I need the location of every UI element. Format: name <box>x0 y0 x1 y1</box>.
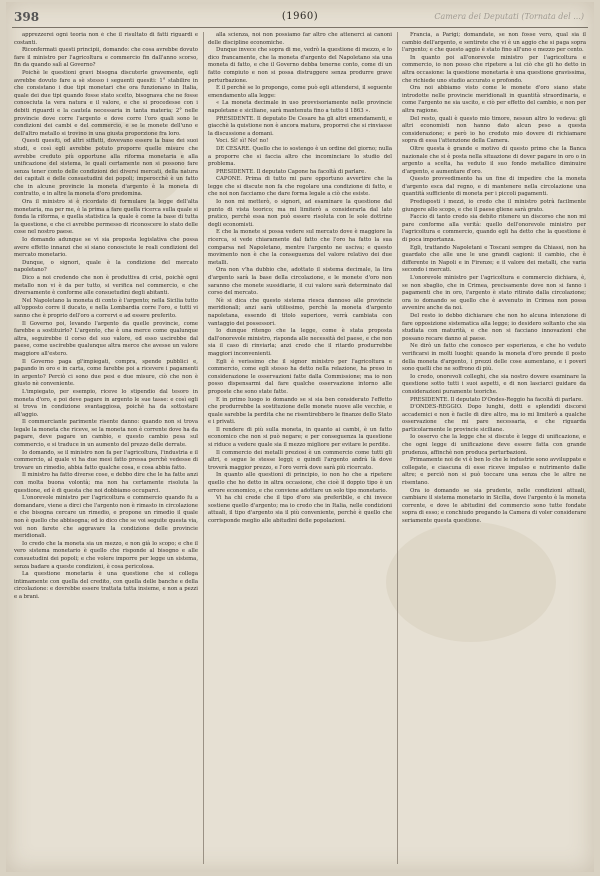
running-title: Camera dei Deputati (Tornata del ...) <box>434 12 584 21</box>
paragraph: apprezzerei ogni teoria non è che il risultato di fatti riguardi e costanti. <box>14 32 198 46</box>
column-3 <box>402 32 586 864</box>
paragraph: Faccio di tanto credo sia debito ritenere un discorso che non mi pare conforme alla verità: quello dell'onorevole ministro per l'agricoltura e commercio, quando egli ha detto che la questione è di poca importanza. <box>402 214 586 244</box>
text-columns <box>14 32 586 864</box>
paragraph: Il ministro ha fatto diverse cose, e debbo dire che le ha fatte anzi con molta buona volontà; ma non ha certamente risoluta la questione, ed è di questa che noi dobbiamo occuparci. <box>14 472 198 494</box>
paragraph: Primamente noi de vi è ben lo che le industrie sono avviluppate e collegate, e ciascuna di esse riceve impulso e nutrimento dalle altre; e perciò non si può toccare una senza che le altre ne risentano. <box>402 457 586 487</box>
paragraph: DE CESARE. Quello che io sostengo è un ordine del giorno; nulla a proporre che si faccia altro che incominciare lo studio del problema. <box>208 145 392 168</box>
paragraph: D'ONDES-REGGIO. Dopo lunghi, dotti e splendidi discorsi accademici e non è facile di dire altro, ma io mi limiterò a qualche osservazione che mi pare necessaria, e che riguarda particolarmente le provincie siciliane. <box>402 404 586 433</box>
paragraph: Dunque, o signori, quale è la condizione del mercato napoletano? <box>14 259 198 274</box>
paragraph: Questo provvedimento ha un fine di impedire che la moneta d'argento esca dal regno, e di mantenere nella circolazione una quantità sufficiente di moneta per i piccoli pagamenti. <box>402 176 586 198</box>
paragraph: Nel Napoletano la moneta di conto è l'argento; nella Sicilia tutto all'opposto corre il ducato, e nella Lombardia corre l'oro, e tutti vi sanno che è proprio dell'oro a corrervi e ad essere preferito. <box>14 297 198 319</box>
paragraph: Questi quesiti, od altri siffatti, dovevano essere la base dei suoi studi, e così egli avrebbe potuto proporre quelle misure che avrebbe creduto più opportune alla riforma monetaria e alla unificazione del sistema, le quali certamente non si possono fare senza tener conto delle condizioni dei diversi mercati, della natura dei capitali e delle consuetudini dei popoli; imperocchè è un fatto che in alcune provincie la moneta d'argento è la moneta di contratto, e in altre la moneta d'oro predomina. <box>14 138 198 198</box>
paragraph: L'impiegato, per esempio, riceve lo stipendio dal tesoro in moneta d'oro, e poi deve pagare in argento le sue tasse: e così egli si trova in condizione svantaggiosa, poichè ha da sottostare all'aggio. <box>14 388 198 418</box>
paragraph: Dunque invece che sopra di me, vedrò la questione di mezzo, e lo dico francamente, che la moneta d'argento del Napoletano sia una moneta di fatto, e che il Governo debba tenerne conto, come di un fatto compiuto e non si possa distruggere senza produrre grave perturbazione. <box>208 47 392 84</box>
paragraph: E il perchè se lo propongo, come può egli attendersi, il seguente emendamento alla legge: <box>208 85 392 99</box>
paragraph: Il rendere di più sulla moneta, in quanto ai cambi, è un fatto economico che non si può negare; e per conseguenza la questione si riduce a vedere quale sia il mezzo migliore per evitare le perdite. <box>208 426 392 449</box>
paragraph: Riconfermati questi principii, domando: che cosa avrebbe dovuto fare il ministro per l'agricoltura e commercio fin dall'anno scorso, fin da quando salì al Governo? <box>14 47 198 69</box>
paragraph: Io credo che la moneta sia un mezzo, e non già lo scopo; e che il vero sistema monetario è quello che risponde al bisogno e alle consuetudini dei popoli; e che volere imporre per legge un sistema, senza badare a queste condizioni, è cosa pericolosa. <box>14 540 198 570</box>
paragraph: Ora il ministro si è ricordato di formulare la legge dell'alta monetaria, ma per me, è la prima a fare quella ricerca sulla quale si fonda la riforma, e quella statistica la quale è come la base di tutta la questione, e che ci avrebbe permesso di riconoscere lo stato delle cose nel nostro paese. <box>14 199 198 236</box>
paragraph: La questione monetaria è una questione che si collega intimamente con quella del credito, con quella delle banche e della circolazione: e dovrebbe essere trattata tutta insieme, e non a pezzi e a brani. <box>14 571 198 600</box>
paragraph: Dico a noi credendo che non è produttiva di crisi, poichè ogni metallo non vi è da per tutto, si verifica nel commercio, e che diversamente è conforme alle consuetudini degli abitanti. <box>14 275 198 297</box>
paragraph: Io credo, onorevoli colleghi, che sia nostro dovere esaminare la questione sotto tutti i suoi aspetti, e di non lasciarci guidare da considerazioni puramente teoriche. <box>402 373 586 395</box>
paragraph: alla scienza, noi non possiamo far altro che attenerci ai canoni delle discipline economiche. <box>208 32 392 46</box>
column-divider <box>203 32 204 864</box>
paragraph: L'onorevole ministro per l'agricoltura e commercio dichiara, è, se non sbaglio, che in Crimea, precisamente dove non si fanno i pagamenti che in oro, l'argento è stato ritirato dalla circolazione; ora io domando se quello che è avvenuto in Crimea non possa avvenire anche da noi. <box>402 275 586 312</box>
paragraph: Il commerciante parimente risente danno: quando non si trova legale la moneta che riceve, se la moneta non è corrente dove ha da pagare, deve pagare un cambio, e questo cambio pesa sul commercio, e si traduce in un aumento del prezzo delle derrate. <box>14 419 198 449</box>
paragraph: Ne dirò un fatto che conosco per esperienza, e che ho veduto verificarsi in molti luoghi: quando la moneta d'oro prende il posto della moneta d'argento, i prezzi delle cose aumentano, e i poveri sono quelli che ne soffrono di più. <box>402 343 586 373</box>
paragraph: PRESIDENTE. Il deputato De Cesare ha gli altri emendamenti, e giacchè la quistione non è ancora matura, proporrei che si rinviasse la discussione a domani. <box>208 115 392 137</box>
paragraph: L'onorevole ministro per l'agricoltura e commercio quando fu a domandare, viene a dirci che l'argento non è rimasto in circolazione e che bisogna cercare un rimedio, e propone un rimedio il quale non è quello che abbisogna; ed io dico che se voi seguite questa via, voi non farete che aggravare la condizione delle provincie meridionali. <box>14 495 198 540</box>
paragraph: « La moneta decimale in uso provvisoriamente nelle provincie napoletane e siciliane, sarà mantenuta fino a tutto il 1863 ». <box>208 100 392 114</box>
paragraph: E in primo luogo io domando se si sia ben considerato l'effetto che produrrebbe la sostituzione delle monete nuove alle vecchie, e quale sarebbe la perdita che ne risentirebbero le finanze dello Stato e i privati. <box>208 396 392 426</box>
page-number-center: (1960) <box>281 11 319 22</box>
paragraph: Egli, trattando Napoletani e Toscani sempre da Chiassi, non ha guardato che alle une le une grandi cagioni: il cambio, che è differente in Napoli e in Firenze; e il valore dei metalli, che varia secondo i mercati. <box>402 244 586 274</box>
paragraph: Del resto io debbo dichiarare che non ho alcuna intenzione di fare opposizione sistematica alla legge; io desidero soltanto che sia studiata con maturità, e che non si facciano innovazioni che possano recare danno al paese. <box>402 312 586 342</box>
paragraph: Ora io domando se sia prudente, nelle condizioni attuali, cambiare il sistema monetario in Sicilia, dove l'argento è la moneta corrente, e dove le abitudini del commercio sono tutte fondate sopra di esso; e conchiudo pregando la Camera di voler considerare seriamente questa questione. <box>402 487 586 524</box>
paragraph: Il Governo paga gl'impiegati, compra, spende pubblici e, pagando in oro e in carta, come farebbe poi a ricevere i pagamenti in argento? Perciò ci sono due pesi e due misure, ciò che non è giusto nè conveniente. <box>14 358 198 388</box>
newspaper-page <box>6 2 594 872</box>
paragraph: Il Governo poi, levando l'argento da quelle provincie, come farebbe a sostituirlo? L'argento, che è una merce come qualunque altra, seguirebbe il corso del suo valore, ed esso uscirebbe dal paese, come uscirebbe qualunque altra merce che avesse un valore maggiore all'estero. <box>14 320 198 357</box>
paragraph: Nè si dica che questo sistema riesca dannoso alle provincie meridionali; anzi sarà utilissimo, perchè la moneta d'argento napoletana, essendo di titolo superiore, verrà cambiata con vantaggio dei possessori. <box>208 297 392 327</box>
paragraph: Predisposti i mezzi, io credo che il ministro potrà facilmente giungere allo scopo, e che il paese gliene sarà grato. <box>402 199 586 213</box>
paragraph: CAPONE. Prima di tutto mi pare opportuno avvertire che la legge che si discute non fa che regolare una condizione di fatto, e che noi non facciamo che dare forma legale a ciò che esiste. <box>208 176 392 198</box>
column-1 <box>14 32 198 864</box>
paragraph: In quanto alle questioni di principio, io non ho che a ripetere quello che ho detto in altra occasione, che cioè il doppio tipo è un errore economico, e che conviene adottare un solo tipo monetario. <box>208 472 392 494</box>
paragraph: Io dunque ritengo che la legge, come è stata proposta dall'onorevole ministro, risponda alle necessità del paese, e che non sia il caso di rinviarla; anzi credo che il ritardo produrrebbe maggiori inconvenienti. <box>208 328 392 357</box>
column-divider <box>397 32 398 864</box>
page-number-left: 398 <box>14 10 40 24</box>
column-2 <box>208 32 392 864</box>
paragraph: PRESIDENTE. Il deputato Capone ha facoltà di parlare. <box>216 168 367 175</box>
paragraph: Ora non v'ha dubbio che, adottato il sistema decimale, la lira d'argento sarà la base della circolazione, e le monete d'oro non saranno che monete sussidiarie, il cui valore sarà determinato dal corso del mercato. <box>208 267 392 297</box>
page-header <box>6 10 594 26</box>
paragraph: Io non mi metterò, o signori, ad esaminare la questione dal punto di vista teorico; ma mi limiterò a considerarla dal lato pratico, perchè essa non può essere risoluta con le sole dottrine degli economisti. <box>208 199 392 228</box>
paragraph: Poichè le questioni gravi bisogna discuterle gravemente, egli avrebbe dovuto fare a sè stesso i seguenti quesiti: 1° stabilire in che consistano i due tipi monetari che ora funzionano in Italia, quale dei due tipi quando fosse stato scelto, bisognava che ne fosse conosciuta la vera natura e il valore, e che si procedesse con i debiti riguardi e la cautela necessaria in tanta materia; 2° nelle provincie dove corre l'argento e dove corre l'oro quali sono le condizioni dei cambi e del commercio, e se le monete dell'uno e dell'altro metallo si trovino in una giusta proporzione fra loro. <box>14 69 198 137</box>
paragraph: Oltre questa è grande e motivo di questo primo che la Banca nazionale che si è posta nella situazione di dover pagare in oro o in argento a scelta, ha veduto il suo fondo metallico diminuire d'argento, e aumentare d'oro. <box>402 145 586 175</box>
paragraph: Del resto, quali è questo mio timore, nessun altro lo vedeva: gli altri economisti non hanno dato alcun peso a questa considerazione; e però io ho creduto mio dovere di richiamare sopra di essa l'attenzione della Camera. <box>402 115 586 145</box>
paragraph: Ora noi abbiamo visto come le monete d'oro siano state introdotte nelle provincie meridionali in quantità straordinaria, e come l'argento ne sia uscito, e ciò per effetto del cambio, e non per altra ragione. <box>402 85 586 114</box>
paragraph: Voci. Sì! sì! No! no! <box>216 138 269 145</box>
paragraph: In quanto poi all'onorevole ministro per l'agricoltura e commercio, io non posso che ripetere a lui ciò che gli ho detto in altra occasione: la questione monetaria è una questione gravissima, che richiede uno studio accurato e profondo. <box>402 54 586 84</box>
paragraph: Io osservo che la legge che si discute è legge di unificazione, e che ogni legge di unificazione deve essere fatta con grande prudenza, affinchè non produca perturbazioni. <box>402 434 586 456</box>
paragraph: Io domando, se il ministro non fa per l'agricoltura, l'industria e il commercio, al quale vi ha due mesi fatto pressa perchè vedesse di trovare un rimedio, abbia fatto qualche cosa, e cosa abbia fatto. <box>14 449 198 471</box>
paragraph: PRESIDENTE. Il deputato D'Ondes-Reggio ha facoltà di parlare. <box>410 396 583 403</box>
paragraph: Il commercio dei metalli preziosi è un commercio come tutti gli altri, e segue le stesse leggi; e quindi l'argento andrà là dove troverà maggior prezzo, e l'oro verrà dove sarà più ricercato. <box>208 449 392 471</box>
header-rule <box>12 27 588 28</box>
paragraph: Francia, a Parigi; domandate, se non fosse vero, qual sia il cambio dell'argento, e sentirete che vi è un aggio che si paga sopra l'argento; e che questo aggio è stato fino all'uno e mezzo per cento. <box>402 32 586 54</box>
paragraph: E che la monete si possa vedere sul mercato dove è maggiore la ricerca, si vede chiaramente dal fatto che l'oro ha fatto la sua comparsa nel Napoletano, mentre l'argento ne usciva; e questo movimento non è che la conseguenza del valore relativo dei due metalli. <box>208 229 392 266</box>
paragraph: Vi ha chi crede che il tipo d'oro sia preferibile, e chi invece sostiene quello d'argento; ma io credo che in Italia, nelle condizioni attuali, il tipo d'argento sia il più conveniente, perchè è quello che corrisponde meglio alle abitudini delle popolazioni. <box>208 495 392 524</box>
paragraph: Io domando adunque se vi sia proposta legislativa che possa avere effetto innanzi che si siano conosciute le reali condizioni del mercato monetario. <box>14 237 198 259</box>
paragraph: Egli è verissimo che il signor ministro per l'agricoltura e commercio, come egli stesso ha detto nella relazione, ha preso in considerazione le osservazioni fatte dalla Commissione; ma io non posso dispensarmi dal fare qualche osservazione intorno alle proposte che sono state fatte. <box>208 358 392 395</box>
